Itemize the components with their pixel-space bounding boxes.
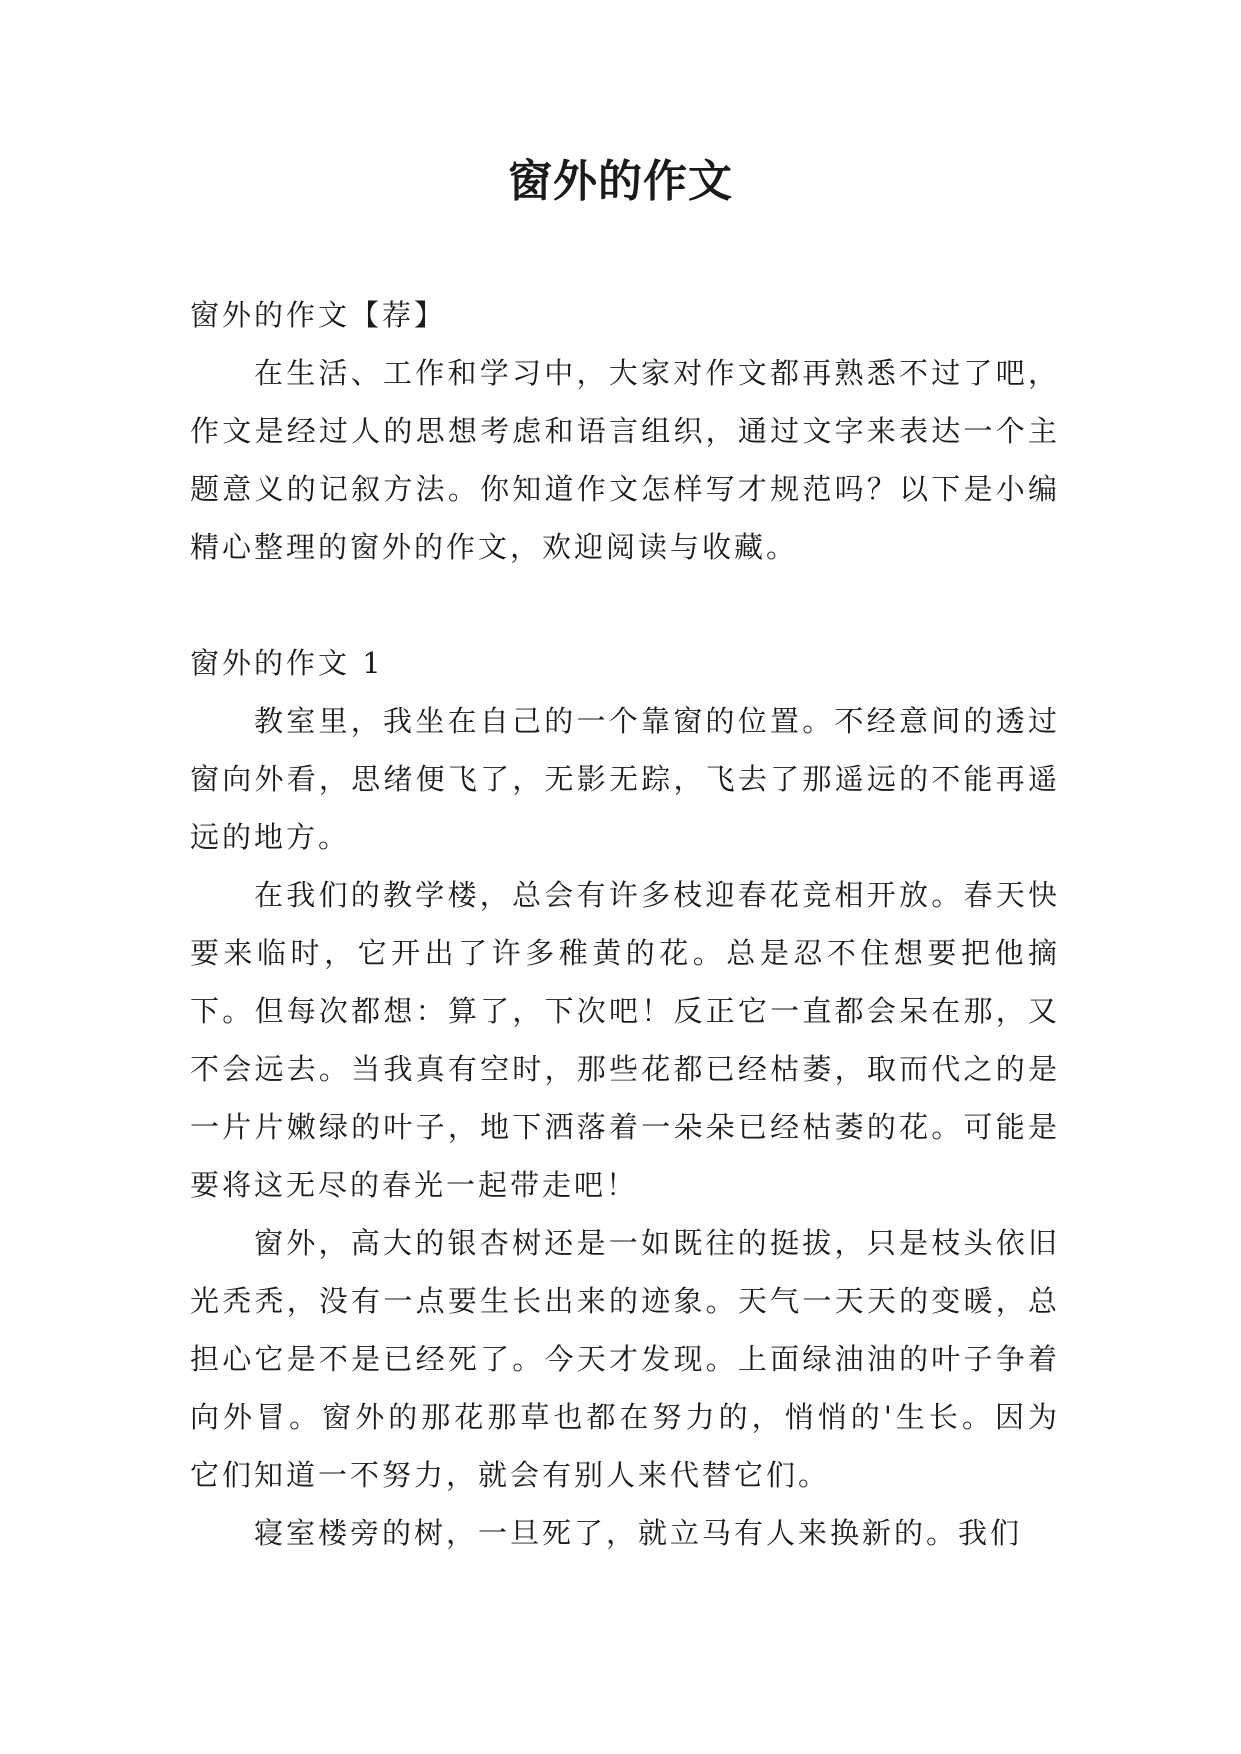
document-subtitle: 窗外的作文【荐】	[190, 298, 447, 332]
body-paragraph: 窗外，高大的银杏树还是一如既往的挺拔，只是枝头依旧光秃秃，没有一点要生长出来的迹象。天气一天天的变暖，总担心它是不是已经死了。今天才发现。上面绿油油的叶子争着向外冒。窗外的那花那草也都在努力的，悄悄的'生长。因为它们知道一不努力，就会有别人来代替它们。	[190, 1226, 1060, 1492]
document-body	[190, 286, 1060, 1562]
document-title: 窗外的作文	[508, 156, 733, 207]
section-heading: 窗外的作文 1	[190, 646, 384, 680]
body-paragraph: 在我们的教学楼，总会有许多枝迎春花竞相开放。春天快要来临时，它开出了许多稚黄的花。总是忍不住想要把他摘下。但每次都想：算了，下次吧！反正它一直都会呆在那，又不会远去。当我真有空时，那些花都已经枯萎，取而代之的是一片片嫩绿的叶子，地下洒落着一朵朵已经枯萎的花。可能是要将这无尽的春光一起带走吧！	[190, 878, 1060, 1202]
intro-paragraph: 在生活、工作和学习中，大家对作文都再熟悉不过了吧，作文是经过人的思想考虑和语言组织，通过文字来表达一个主题意义的记叙方法。你知道作文怎样写才规范吗？以下是小编精心整理的窗外的作文，欢迎阅读与收藏。	[190, 356, 1060, 564]
body-paragraph: 教室里，我坐在自己的一个靠窗的位置。不经意间的透过窗向外看，思绪便飞了，无影无踪，飞去了那遥远的不能再遥远的地方。	[190, 704, 1060, 854]
body-paragraph: 寝室楼旁的树，一旦死了，就立马有人来换新的。我们	[254, 1516, 1023, 1550]
